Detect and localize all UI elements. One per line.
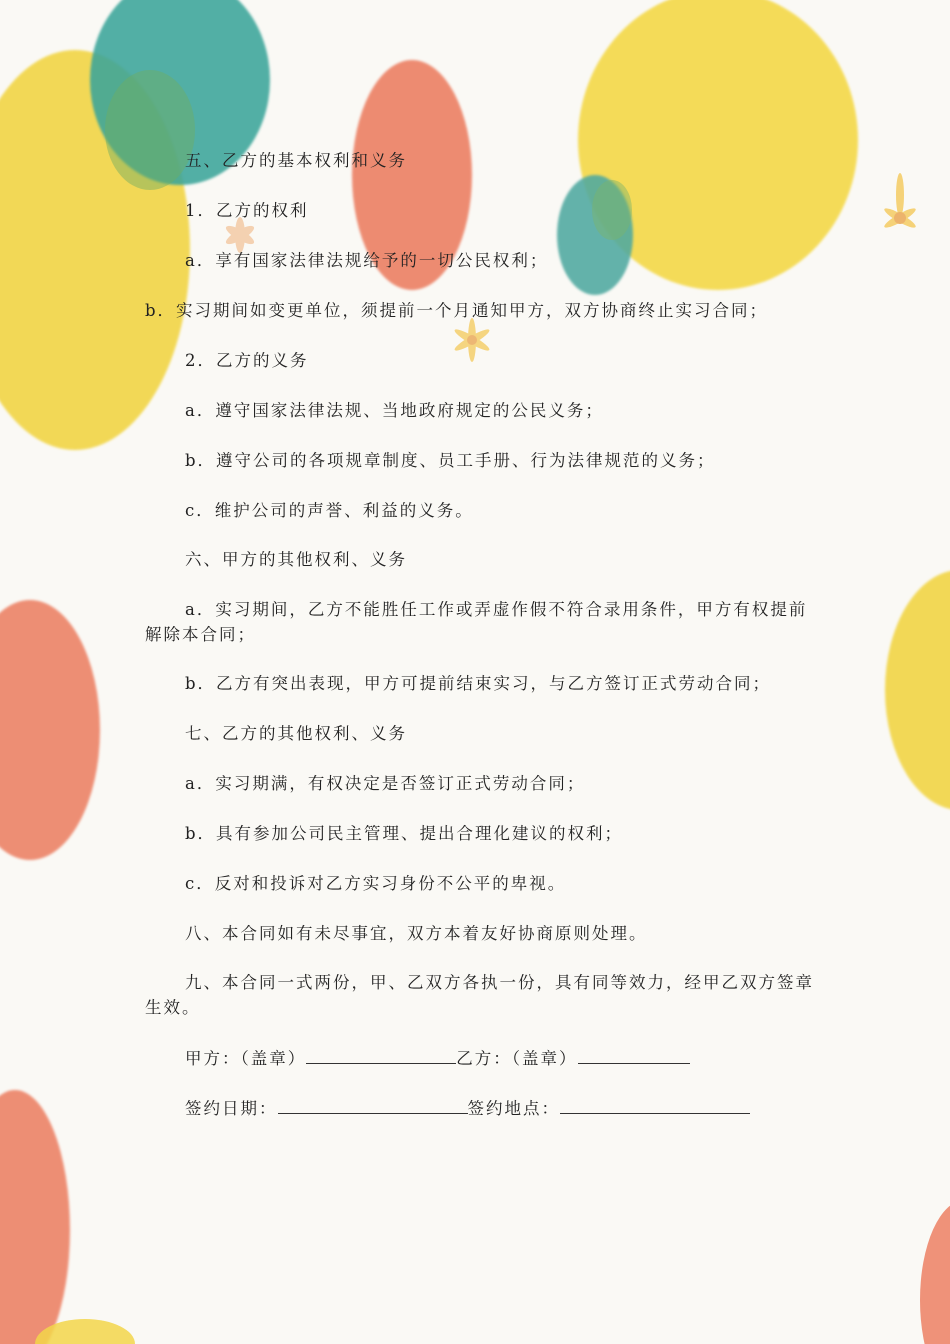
section9-text: 九、本合同一式两份，甲、乙双方各执一份，具有同等效力，经甲乙双方签章生效。 [145,973,814,1017]
place-blank[interactable] [560,1095,750,1114]
s7-b: b．具有参加公司民主管理、提出合理化建议的权利； [185,824,624,843]
s6-b: b．乙方有突出表现，甲方可提前结束实习，与乙方签订正式劳动合同； [185,674,772,693]
s6-a [145,597,815,647]
party-b-label: 乙方：（盖章） [456,1049,578,1068]
section5-title: 五、乙方的基本权利和义务 [185,151,407,170]
section8: 八、本合同如有未尽事宜，双方本着友好协商原则处理。 [185,924,648,943]
s5-rights-b: b．实习期间如变更单位，须提前一个月通知甲方，双方协商终止实习合同； [145,301,769,320]
party-a-label: 甲方：（盖章） [185,1049,307,1068]
section6-title: 六、甲方的其他权利、义务 [185,550,407,569]
s5-rights-heading: 1．乙方的权利 [185,201,309,220]
s7-a: a．实习期满，有权决定是否签订正式劳动合同； [185,774,586,793]
section9 [145,970,815,1020]
place-label: 签约地点： [467,1099,560,1118]
signature-date-place [185,1095,750,1122]
signature-parties [185,1045,690,1072]
party-b-seal-blank[interactable] [578,1045,690,1064]
s5-duties-b: b．遵守公司的各项规章制度、员工手册、行为法律规范的义务； [185,451,716,470]
s5-rights-a: a．享有国家法律法规给予的一切公民权利； [185,251,549,270]
s5-duties-a: a．遵守国家法律法规、当地政府规定的公民义务； [185,401,604,420]
s5-duties-heading: 2．乙方的义务 [185,351,309,370]
s6-a-text: a．实习期间，乙方不能胜任工作或弄虚作假不符合录用条件，甲方有权提前解除本合同； [145,600,808,644]
date-blank[interactable] [278,1095,468,1114]
date-label: 签约日期： [185,1099,278,1118]
s7-c: c．反对和投诉对乙方实习身份不公平的卑视。 [185,874,567,893]
party-a-seal-blank[interactable] [306,1045,456,1064]
s5-duties-c: c．维护公司的声誉、利益的义务。 [185,501,474,520]
section7-title: 七、乙方的其他权利、义务 [185,724,407,743]
